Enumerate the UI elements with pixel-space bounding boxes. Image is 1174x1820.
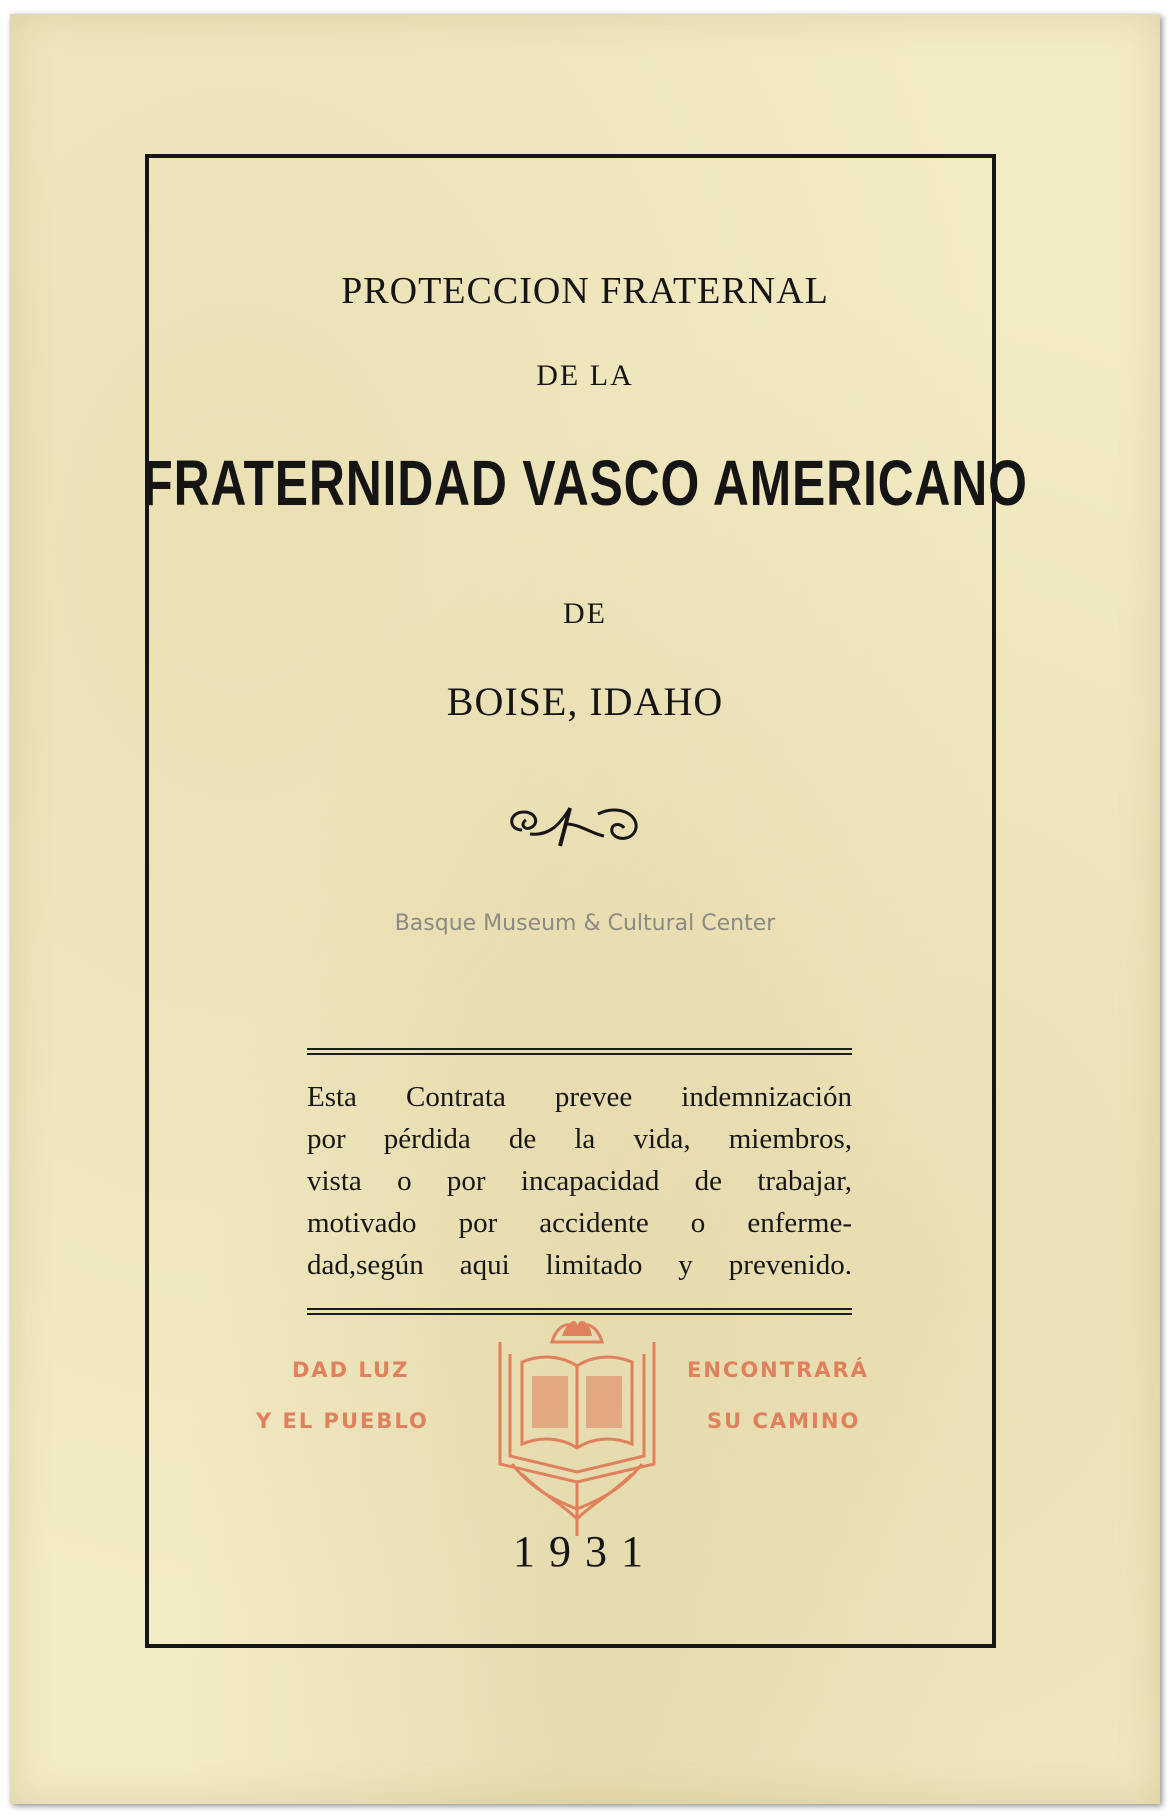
motto-right-line1: ENCONTRARÁ <box>687 1358 869 1382</box>
museum-watermark: Basque Museum & Cultural Center <box>394 911 776 936</box>
paragraph-line: por pérdida de la vida, miembros, <box>307 1123 852 1155</box>
heading-de-la: DE LA <box>536 359 634 392</box>
paragraph-line: motivado por accidente o enferme- <box>307 1207 852 1239</box>
paragraph-line: Esta Contrata prevee indemnización <box>307 1081 852 1113</box>
publication-year: 1931 <box>513 1527 657 1576</box>
paragraph-line: dad,según aqui limitado y prevenido. <box>307 1249 852 1281</box>
booklet-cover <box>10 14 1160 1804</box>
coverage-paragraph <box>307 1076 852 1286</box>
location-heading: BOISE, IDAHO <box>446 679 724 724</box>
motto-left-line1: DAD LUZ <box>292 1358 410 1382</box>
double-rule-top <box>307 1048 852 1055</box>
motto-right-line2: SU CAMINO <box>707 1409 861 1433</box>
paragraph-line: vista o por incapacidad de trabajar, <box>307 1165 852 1197</box>
heading-proteccion-fraternal: PROTECCION FRATERNAL <box>341 270 829 312</box>
flourish-ornament-icon <box>500 794 650 854</box>
open-book-torch-emblem-icon <box>482 1314 672 1539</box>
main-title: FRATERNIDAD VASCO AMERICANO <box>142 447 1028 519</box>
heading-de: DE <box>563 597 607 630</box>
motto-left-line2: Y EL PUEBLO <box>256 1409 429 1433</box>
